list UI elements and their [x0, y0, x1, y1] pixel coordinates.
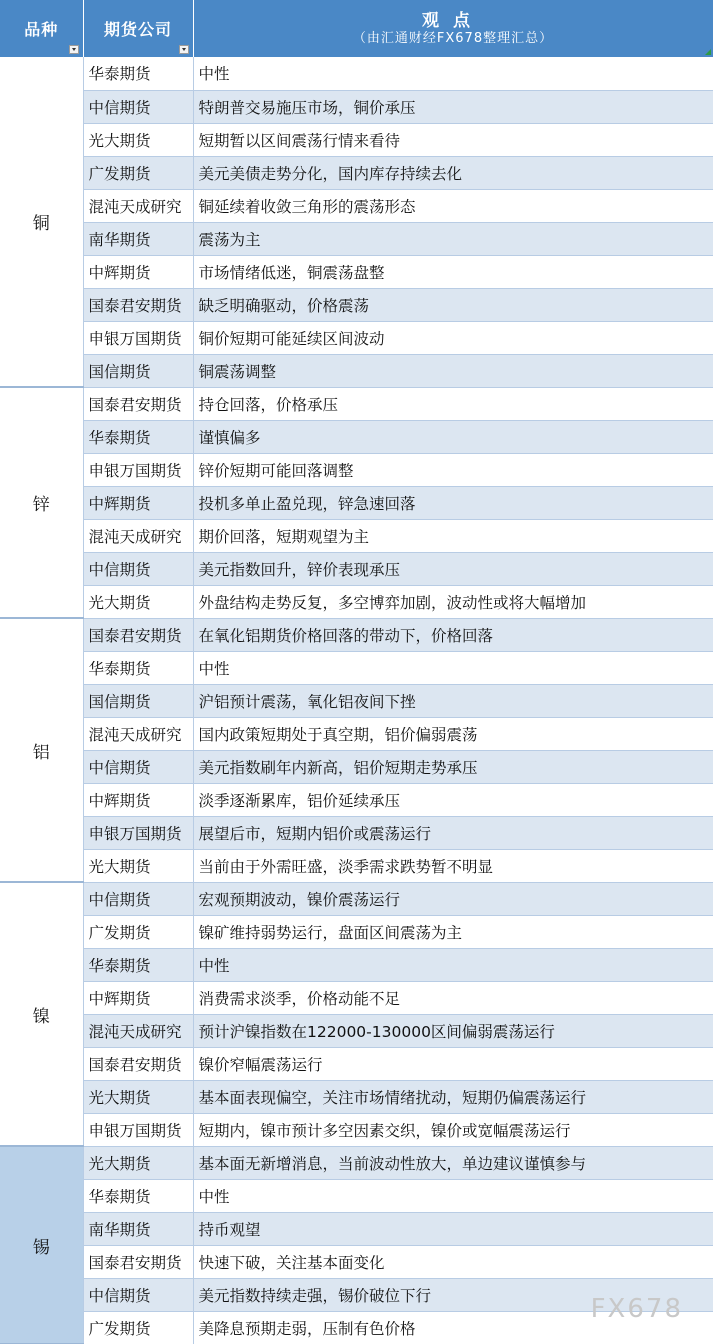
view-cell: 短期暂以区间震荡行情来看待 — [193, 123, 713, 156]
table-row — [0, 453, 713, 486]
firm-cell: 国泰君安期货 — [83, 1245, 193, 1278]
firm-cell: 申银万国期货 — [83, 321, 193, 354]
table-row — [0, 816, 713, 849]
view-cell: 铜延续着收敛三角形的震荡形态 — [193, 189, 713, 222]
view-cell: 谨慎偏多 — [193, 420, 713, 453]
view-cell: 当前由于外需旺盛，淡季需求跌势暂不明显 — [193, 849, 713, 882]
firm-cell: 中辉期货 — [83, 783, 193, 816]
firm-cell: 广发期货 — [83, 156, 193, 189]
view-cell: 持仓回落，价格承压 — [193, 387, 713, 420]
header-firm — [83, 0, 193, 57]
view-cell: 中性 — [193, 651, 713, 684]
table-body — [0, 57, 713, 1344]
view-cell: 基本面无新增消息，当前波动性放大，单边建议谨慎参与 — [193, 1146, 713, 1179]
header-metal-label: 品种 — [24, 20, 59, 39]
header-firm-label: 期货公司 — [103, 20, 172, 39]
view-cell: 消费需求淡季，价格动能不足 — [193, 981, 713, 1014]
firm-cell: 国泰君安期货 — [83, 288, 193, 321]
view-cell: 期价回落，短期观望为主 — [193, 519, 713, 552]
watermark: FX678 — [590, 1294, 683, 1324]
table-row — [0, 684, 713, 717]
firm-cell: 国泰君安期货 — [83, 618, 193, 651]
view-cell: 震荡为主 — [193, 222, 713, 255]
table-row — [0, 585, 713, 618]
header-view-label: 观点 — [422, 11, 484, 31]
view-cell: 国内政策短期处于真空期，铝价偏弱震荡 — [193, 717, 713, 750]
view-cell: 中性 — [193, 948, 713, 981]
view-cell: 基本面表现偏空，关注市场情绪扰动，短期仍偏震荡运行 — [193, 1080, 713, 1113]
view-cell: 外盘结构走势反复，多空博弈加剧，波动性或将大幅增加 — [193, 585, 713, 618]
table-row — [0, 618, 713, 651]
firm-cell: 华泰期货 — [83, 948, 193, 981]
table-row — [0, 948, 713, 981]
view-cell: 美降息预期走弱，压制有色价格 — [193, 1311, 713, 1344]
firm-cell: 华泰期货 — [83, 420, 193, 453]
view-cell: 特朗普交易施压市场，铜价承压 — [193, 90, 713, 123]
cell-corner-mark — [705, 49, 711, 55]
table-row — [0, 57, 713, 90]
table-row — [0, 486, 713, 519]
view-cell: 铜价短期可能延续区间波动 — [193, 321, 713, 354]
firm-cell: 中信期货 — [83, 552, 193, 585]
header-metal — [0, 0, 83, 57]
table-row — [0, 1245, 713, 1278]
firm-cell: 华泰期货 — [83, 57, 193, 90]
firm-cell: 混沌天成研究 — [83, 189, 193, 222]
filter-dropdown-metal[interactable] — [69, 45, 79, 54]
view-cell: 中性 — [193, 57, 713, 90]
firm-cell: 混沌天成研究 — [83, 717, 193, 750]
table-row — [0, 981, 713, 1014]
view-cell: 锌价短期可能回落调整 — [193, 453, 713, 486]
view-cell: 持币观望 — [193, 1212, 713, 1245]
firm-cell: 光大期货 — [83, 849, 193, 882]
firm-cell: 国信期货 — [83, 684, 193, 717]
view-cell: 宏观预期波动，镍价震荡运行 — [193, 882, 713, 915]
firm-cell: 国信期货 — [83, 354, 193, 387]
header-view — [193, 0, 713, 57]
header-view-subtitle: （由汇通财经FX678整理汇总） — [352, 31, 554, 46]
firm-cell: 混沌天成研究 — [83, 1014, 193, 1047]
table-row — [0, 882, 713, 915]
view-cell: 市场情绪低迷，铜震荡盘整 — [193, 255, 713, 288]
firm-cell: 光大期货 — [83, 1146, 193, 1179]
table-row — [0, 519, 713, 552]
view-cell: 沪铝预计震荡，氧化铝夜间下挫 — [193, 684, 713, 717]
table-row — [0, 552, 713, 585]
view-cell: 美元美债走势分化，国内库存持续去化 — [193, 156, 713, 189]
view-cell: 淡季逐渐累库，铝价延续承压 — [193, 783, 713, 816]
table-row — [0, 1047, 713, 1080]
view-cell: 短期内，镍市预计多空因素交织，镍价或宽幅震荡运行 — [193, 1113, 713, 1146]
firm-cell: 中辉期货 — [83, 486, 193, 519]
view-cell: 快速下破，关注基本面变化 — [193, 1245, 713, 1278]
table-row — [0, 189, 713, 222]
table-row — [0, 354, 713, 387]
firm-cell: 中信期货 — [83, 90, 193, 123]
metal-cell: 铝 — [0, 618, 83, 882]
view-cell: 预计沪镍指数在122000-130000区间偏弱震荡运行 — [193, 1014, 713, 1047]
table-row — [0, 156, 713, 189]
firm-cell: 中信期货 — [83, 1278, 193, 1311]
firm-cell: 光大期货 — [83, 585, 193, 618]
table-row — [0, 1212, 713, 1245]
metal-cell: 镍 — [0, 882, 83, 1146]
firm-cell: 南华期货 — [83, 222, 193, 255]
view-cell: 缺乏明确驱动，价格震荡 — [193, 288, 713, 321]
view-cell: 镍价窄幅震荡运行 — [193, 1047, 713, 1080]
view-cell: 中性 — [193, 1179, 713, 1212]
table-row — [0, 1113, 713, 1146]
table-row — [0, 717, 713, 750]
table-row — [0, 222, 713, 255]
table-row — [0, 420, 713, 453]
table-row — [0, 750, 713, 783]
firm-cell: 中辉期货 — [83, 255, 193, 288]
table-row — [0, 255, 713, 288]
view-cell: 铜震荡调整 — [193, 354, 713, 387]
table-row — [0, 1080, 713, 1113]
table-row — [0, 321, 713, 354]
firm-cell: 中信期货 — [83, 750, 193, 783]
metal-cell: 锡 — [0, 1146, 83, 1344]
view-cell: 投机多单止盈兑现，锌急速回落 — [193, 486, 713, 519]
table-row — [0, 1179, 713, 1212]
firm-cell: 南华期货 — [83, 1212, 193, 1245]
table-row — [0, 1014, 713, 1047]
table-row — [0, 1146, 713, 1179]
view-cell: 展望后市，短期内铝价或震荡运行 — [193, 816, 713, 849]
view-cell: 镍矿维持弱势运行，盘面区间震荡为主 — [193, 915, 713, 948]
table-row — [0, 651, 713, 684]
firm-cell: 华泰期货 — [83, 1179, 193, 1212]
table-row — [0, 123, 713, 156]
firm-cell: 国泰君安期货 — [83, 1047, 193, 1080]
firm-cell: 华泰期货 — [83, 651, 193, 684]
table-row — [0, 90, 713, 123]
table-row — [0, 915, 713, 948]
table-row — [0, 387, 713, 420]
view-cell: 美元指数持续走强，锡价破位下行 — [193, 1278, 713, 1311]
firm-cell: 光大期货 — [83, 123, 193, 156]
view-cell: 美元指数刷年内新高，铝价短期走势承压 — [193, 750, 713, 783]
firm-cell: 中信期货 — [83, 882, 193, 915]
firm-cell: 申银万国期货 — [83, 816, 193, 849]
table-row — [0, 849, 713, 882]
filter-dropdown-firm[interactable] — [179, 45, 189, 54]
firm-cell: 国泰君安期货 — [83, 387, 193, 420]
firm-cell: 中辉期货 — [83, 981, 193, 1014]
view-cell: 美元指数回升，锌价表现承压 — [193, 552, 713, 585]
firm-cell: 申银万国期货 — [83, 453, 193, 486]
table-row — [0, 783, 713, 816]
header-row — [0, 0, 713, 57]
view-cell: 在氧化铝期货价格回落的带动下，价格回落 — [193, 618, 713, 651]
firm-cell: 混沌天成研究 — [83, 519, 193, 552]
metal-cell: 锌 — [0, 387, 83, 618]
firm-cell: 广发期货 — [83, 1311, 193, 1344]
table-row — [0, 288, 713, 321]
firm-cell: 申银万国期货 — [83, 1113, 193, 1146]
metal-cell: 铜 — [0, 57, 83, 387]
firm-cell: 光大期货 — [83, 1080, 193, 1113]
firm-cell: 广发期货 — [83, 915, 193, 948]
